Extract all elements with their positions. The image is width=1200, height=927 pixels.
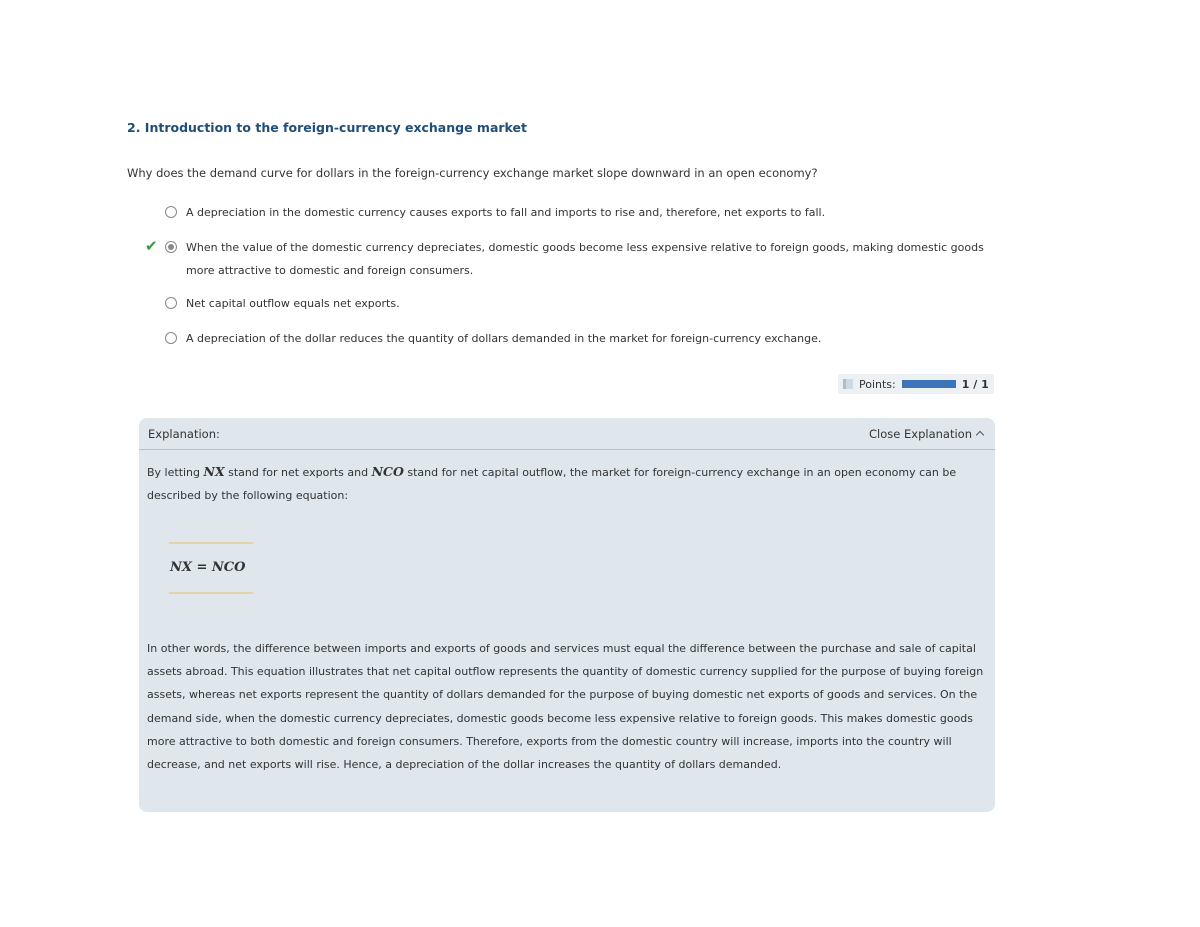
equation-top-rule: [169, 542, 253, 544]
intro-text-part: stand for net capital outflow, the market for foreign-currency exchange in an open economy can be described by the following equation:: [147, 466, 957, 502]
radio-button[interactable]: [165, 332, 177, 344]
chevron-up-icon: [976, 431, 984, 439]
points-progress-bar: [902, 380, 956, 388]
answer-option-4[interactable]: [165, 327, 995, 350]
equation-bottom-rule: [169, 592, 253, 594]
nco-symbol: NCO: [371, 464, 404, 479]
close-explanation-button[interactable]: [869, 427, 983, 441]
answer-option-2[interactable]: [165, 236, 995, 282]
answer-option-text: A depreciation in the domestic currency causes exports to fall and imports to rise and, therefore, net exports to fall.: [186, 206, 826, 219]
explanation-label: Explanation:: [148, 426, 220, 441]
intro-text-part: By letting: [147, 466, 204, 479]
question-title: 2. Introduction to the foreign-currency exchange market: [127, 120, 527, 135]
answer-option-text: A depreciation of the dollar reduces the quantity of dollars demanded in the market for foreign-currency exchange.: [186, 332, 822, 345]
flag-icon: [843, 379, 853, 389]
nx-symbol: NX: [203, 464, 225, 479]
radio-button[interactable]: [165, 297, 177, 309]
correct-check-icon: ✔: [145, 237, 158, 255]
intro-text-part: stand for net exports and: [224, 466, 372, 479]
answer-option-text: Net capital outflow equals net exports.: [186, 297, 400, 310]
close-explanation-label: Close Explanation: [869, 426, 972, 441]
question-prompt: Why does the demand curve for dollars in the foreign-currency exchange market slope downward in an open economy?: [127, 166, 818, 180]
equation: NX = NCO: [170, 560, 246, 575]
points-progress-fill: [902, 380, 956, 388]
explanation-body: In other words, the difference between imports and exports of goods and services must equal the difference between the purchase and sale of capital assets abroad. This equation illustrates that net capital outflow represents the quantity of domestic currency supplied for the purpose of buying foreign assets, whereas net exports represent the quantity of dollars demanded for the purpose of buying domestic net exports of goods and services. On the demand side, when the domestic currency depreciates, domestic goods become less expensive relative to foreign goods. This makes domestic goods more attractive to both domestic and foreign consumers. Therefore, exports from the domestic country will increase, imports into the country will decrease, and net exports will rise. Hence, a depreciation of the dollar increases the quantity of dollars demanded.: [147, 642, 984, 772]
explanation-header: [139, 418, 995, 450]
equation-block: [169, 542, 253, 598]
points-label: Points:: [859, 377, 896, 391]
answer-option-3[interactable]: [165, 292, 995, 315]
explanation-intro: [147, 460, 989, 507]
answer-option-text: When the value of the domestic currency depreciates, domestic goods become less expensive relative to foreign goods, making domestic goods more attractive to domestic and foreign consumers.: [186, 241, 984, 277]
radio-button-selected[interactable]: [165, 241, 177, 253]
radio-button[interactable]: [165, 206, 177, 218]
points-score: 1 / 1: [961, 377, 989, 391]
points-indicator: [838, 374, 994, 394]
explanation-panel: [139, 418, 995, 812]
answer-option-1[interactable]: [165, 201, 995, 224]
